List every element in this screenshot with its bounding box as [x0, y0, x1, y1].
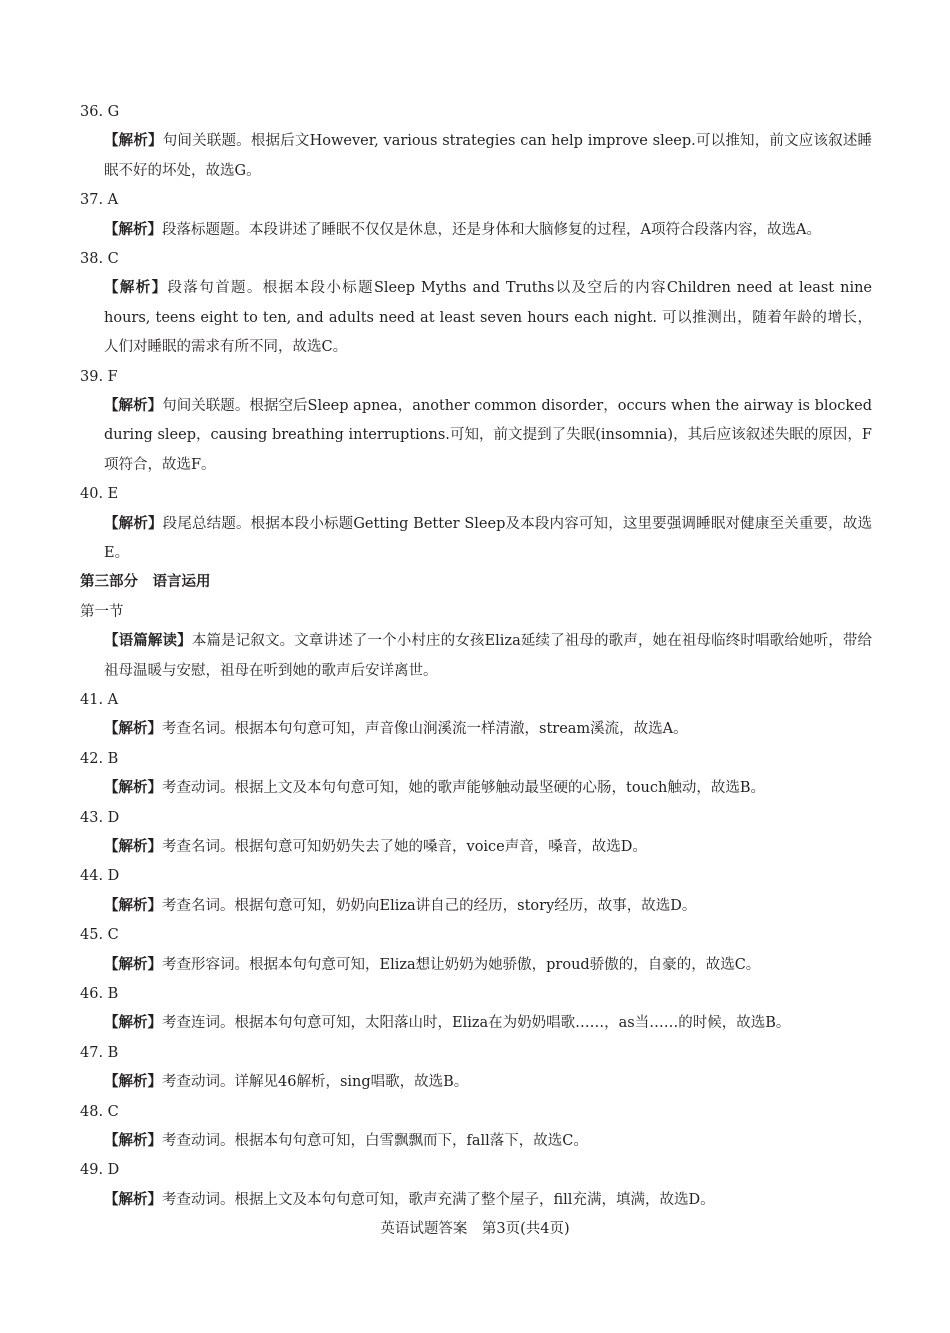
answer-number: 39. F: [80, 368, 118, 385]
answer-item-48: [80, 1098, 872, 1157]
analysis-tag: 【解析】: [104, 1074, 162, 1091]
analysis-body: 考查动词。根据上文及本句句意可知，歌声充满了整个屋子，fill充满，填满，故选D。: [162, 1191, 715, 1208]
answer-item-46: [80, 980, 872, 1039]
answer-content: [80, 98, 872, 1215]
answer-number: 48. C: [80, 1103, 119, 1120]
analysis-text: [80, 833, 872, 862]
analysis-text: [80, 715, 872, 744]
analysis-body: 段尾总结题。根据本段小标题Getting Better Sleep及本段内容可知，这里要强调睡眠对健康至关重要，故选E。: [104, 515, 872, 562]
analysis-body: 考查动词。详解见46解析，sing唱歌，故选B。: [162, 1074, 469, 1091]
analysis-tag: 【解析】: [104, 280, 168, 297]
analysis-body: 考查名词。根据句意可知奶奶失去了她的嗓音，voice声音，嗓音，故选D。: [162, 839, 647, 855]
analysis-tag: 【解析】: [104, 398, 163, 414]
analysis-body: 段落标题题。本段讲述了睡眠不仅仅是休息，还是身体和大脑修复的过程，A项符合段落内容，故选A。: [162, 221, 821, 238]
analysis-text: [80, 216, 872, 245]
answer-item-47: [80, 1039, 872, 1098]
analysis-body: 考查形容词。根据本句句意可知，Eliza想让奶奶为她骄傲，proud骄傲的，自豪的，故选C。: [162, 956, 761, 973]
answer-number: 37. A: [80, 192, 119, 209]
analysis-text: [80, 510, 872, 569]
answer-number: 47. B: [80, 1044, 119, 1061]
analysis-body: 段落句首题。根据本段小标题Sleep Myths and Truths以及空后的内容Children need at least nine hours, teens eight to ten, and adults need at least seven hours each night. 可以推测出，随着年龄的增长，人们对睡眠的需求有所不同，故选C。: [104, 280, 872, 356]
analysis-text: [80, 1127, 872, 1156]
analysis-tag: 【解析】: [104, 1015, 162, 1032]
analysis-body: 考查名词。根据句意可知，奶奶向Eliza讲自己的经历，story经历，故事，故选D。: [162, 897, 697, 914]
answer-number: 43. D: [80, 809, 120, 826]
answer-number: 44. D: [80, 868, 120, 885]
analysis-text: [80, 774, 872, 803]
analysis-body: 句间关联题。根据空后Sleep apnea，another common disorder，occurs when the airway is blocked during sleep，causing breathing interruptions.可知，前文提到了失眠(insomnia)，其后应该叙述失眠的原因，F项符合，故选F。: [104, 398, 872, 473]
answer-item-36: [80, 98, 872, 186]
analysis-tag: 【解析】: [104, 780, 162, 797]
answer-item-42: [80, 745, 872, 804]
answer-number: 49. D: [80, 1162, 120, 1179]
analysis-text: [80, 127, 872, 186]
analysis-body: 考查动词。根据上文及本句句意可知，她的歌声能够触动最坚硬的心肠，touch触动，故选B。: [162, 780, 766, 797]
analysis-text: [80, 274, 872, 362]
answer-item-39: [80, 363, 872, 481]
analysis-tag: 【解析】: [104, 515, 163, 532]
section-title: 第三部分 语言运用: [80, 574, 211, 591]
answer-item-44: [80, 862, 872, 921]
analysis-text: [80, 1186, 872, 1215]
analysis-tag: 【解析】: [104, 1132, 162, 1149]
passage-summary: [80, 627, 872, 686]
answer-item-40: [80, 480, 872, 568]
answer-item-37: [80, 186, 872, 245]
analysis-body: 句间关联题。根据后文However, various strategies can help improve sleep.可以推知，前文应该叙述睡眠不好的坏处，故选G。: [104, 133, 872, 179]
page-footer: 英语试题答案 第3页(共4页): [380, 1221, 570, 1237]
answer-number: 45. C: [80, 927, 119, 944]
analysis-text: [80, 1009, 872, 1038]
analysis-tag: 【解析】: [104, 839, 162, 855]
answer-item-43: [80, 804, 872, 863]
analysis-text: [80, 892, 872, 921]
answer-number: 40. E: [80, 486, 119, 503]
subsection-title: 第一节: [80, 603, 124, 620]
analysis-tag: 【解析】: [104, 721, 162, 738]
analysis-tag: 【解析】: [104, 897, 162, 914]
answer-item-45: [80, 921, 872, 980]
answer-item-38: [80, 245, 872, 363]
analysis-text: [80, 951, 872, 980]
answer-number: 38. C: [80, 251, 119, 267]
passage-summary-tag: 【语篇解读】: [104, 633, 192, 650]
analysis-body: 考查连词。根据本句句意可知，太阳落山时，Eliza在为奶奶唱歌……，as当……的时候，故选B。: [162, 1015, 791, 1032]
analysis-text: [80, 1068, 872, 1097]
analysis-body: 考查动词。根据本句句意可知，白雪飘飘而下，fall落下，故选C。: [162, 1132, 588, 1149]
analysis-tag: 【解析】: [104, 1191, 162, 1208]
analysis-tag: 【解析】: [104, 221, 162, 238]
answer-number: 36. G: [80, 104, 120, 120]
analysis-tag: 【解析】: [104, 956, 162, 973]
answer-item-49: [80, 1156, 872, 1215]
passage-summary-text: 本篇是记叙文。文章讲述了一个小村庄的女孩Eliza延续了祖母的歌声，她在祖母临终时唱歌给她听，带给祖母温暖与安慰，祖母在听到她的歌声后安详离世。: [104, 633, 873, 679]
answer-number: 42. B: [80, 750, 119, 767]
answer-item-41: [80, 686, 872, 745]
analysis-text: [80, 392, 872, 480]
analysis-body: 考查名词。根据本句句意可知，声音像山涧溪流一样清澈，stream溪流，故选A。: [162, 721, 688, 738]
answer-number: 41. A: [80, 692, 119, 709]
answer-number: 46. B: [80, 986, 119, 1002]
analysis-tag: 【解析】: [104, 133, 163, 150]
